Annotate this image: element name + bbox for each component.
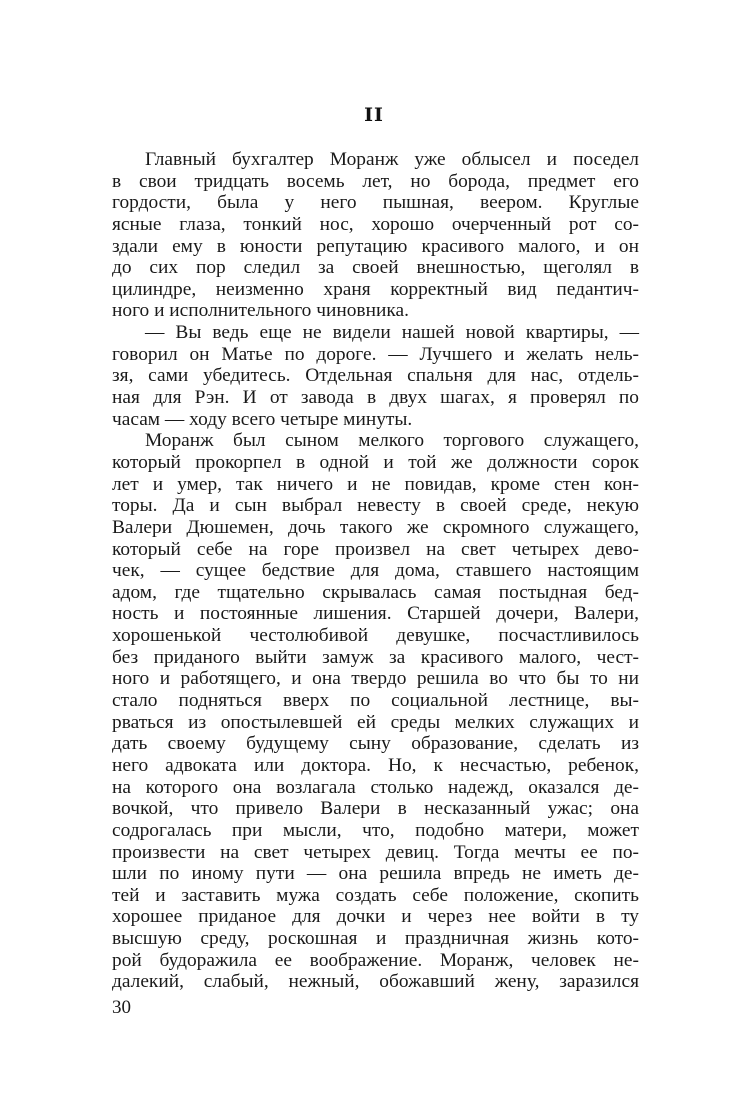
text-line: тей и заставить мужа создать себе положение, скопить <box>112 884 639 906</box>
text-line: — Вы ведь еще не видели нашей новой квартиры, — <box>145 322 639 344</box>
text-line: часам — ходу всего четыре минуты. <box>112 408 413 430</box>
text-line: Моранж был сыном мелкого торгового служащего, <box>145 430 639 452</box>
text-line: без приданого выйти замуж за красивого малого, чест- <box>112 646 639 668</box>
text-line: содрогалась при мысли, что, подобно матери, может <box>112 819 639 841</box>
text-line: стало подняться вверх по социальной лестнице, вы- <box>112 690 639 712</box>
text-line: адом, где тщательно скрывалась самая постыдная бед- <box>112 581 639 603</box>
text-line: ная для Рэн. И от завода в двух шагах, я проверял по <box>112 387 639 409</box>
text-line: вочкой, что привело Валери в несказанный ужас; она <box>112 798 639 820</box>
text-line: который прокорпел в одной и той же должности сорок <box>112 451 639 473</box>
text-line: хорошенькой честолюбивой девушке, посчастливилось <box>112 625 639 647</box>
text-line: зя, сами убедитесь. Отдельная спальня для нас, отдель- <box>112 365 639 387</box>
text-line: ность и постоянные лишения. Старшей дочери, Валери, <box>112 603 639 625</box>
body-text <box>112 149 639 993</box>
text-line: до сих пор следил за своей внешностью, щеголял в <box>112 257 639 279</box>
text-line: ного и исполнительного чиновника. <box>112 300 409 322</box>
chapter-heading: II <box>364 104 384 126</box>
text-line: шли по иному пути — она решила впредь не иметь де- <box>112 863 639 885</box>
text-line: который себе на горе произвел на свет четырех дево- <box>112 538 639 560</box>
text-line: рой будоражила ее воображение. Моранж, человек не- <box>112 949 639 971</box>
text-line: цилиндре, неизменно храня корректный вид педантич- <box>112 278 639 300</box>
text-line: в свои тридцать восемь лет, но борода, предмет его <box>112 170 639 192</box>
text-line: рваться из опостылевшей ей среды мелких служащих и <box>112 711 639 733</box>
text-line: Валери Дюшемен, дочь такого же скромного служащего, <box>112 516 639 538</box>
text-line: Главный бухгалтер Моранж уже облысел и поседел <box>145 149 639 170</box>
text-line: далекий, слабый, нежный, обожавший жену, заразился <box>112 971 639 993</box>
text-line: гордости, была у него пышная, веером. Круглые <box>112 192 639 214</box>
text-line: на которого она возлагала столько надежд, оказался де- <box>112 776 639 798</box>
text-line: говорил он Матье по дороге. — Лучшего и желать нель- <box>112 343 639 365</box>
text-line: хорошее приданое для дочки и через нее войти в ту <box>112 906 639 928</box>
text-line: здали ему в юности репутацию красивого малого, и он <box>112 235 639 257</box>
text-line: лет и умер, так ничего и не повидав, кроме стен кон- <box>112 473 639 495</box>
page-number: 30 <box>112 997 131 1018</box>
text-line: ного и работящего, и она твердо решила во что бы то ни <box>112 668 639 690</box>
text-line: ясные глаза, тонкий нос, хорошо очерченный рот со- <box>112 213 639 235</box>
text-line: произвести на свет четырех девиц. Тогда мечты ее по- <box>112 841 639 863</box>
text-line: чек, — сущее бедствие для дома, ставшего настоящим <box>112 560 639 582</box>
text-line: него адвоката или доктора. Но, к несчастью, ребенок, <box>112 754 639 776</box>
text-line: высшую среду, роскошная и праздничная жизнь кото- <box>112 928 639 950</box>
text-line: дать своему будущему сыну образование, сделать из <box>112 733 639 755</box>
text-line: торы. Да и сын выбрал невесту в своей среде, некую <box>112 495 639 517</box>
